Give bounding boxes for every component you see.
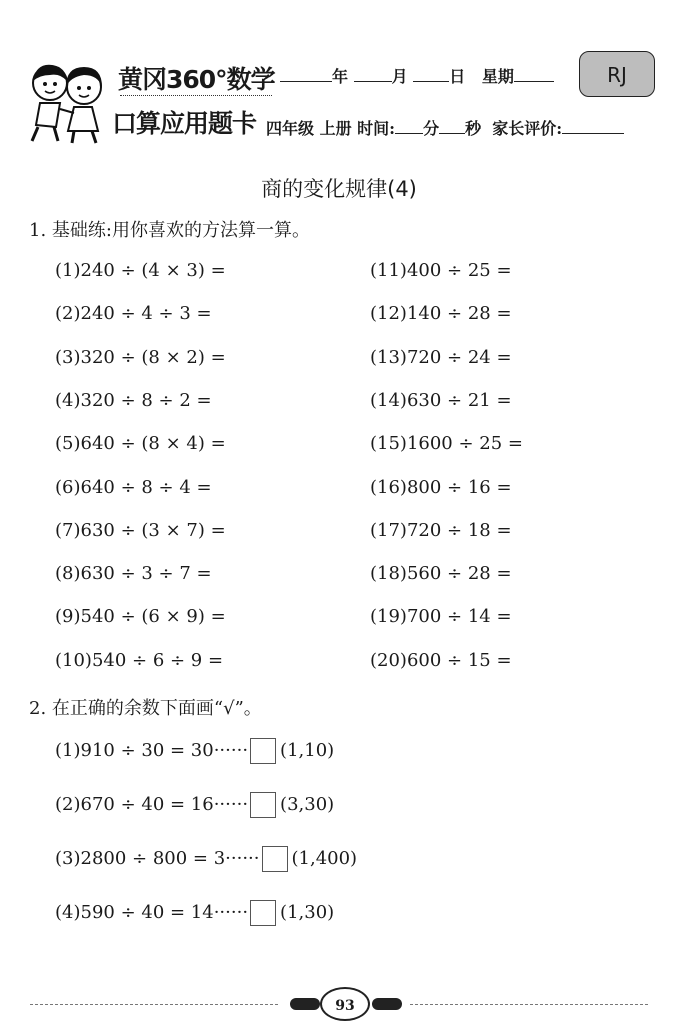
remainder-item [55,792,334,818]
exercise-item: (5)640 ÷ (8 × 4) = [55,433,226,455]
remainder-item [55,846,357,872]
exercise-item: (8)630 ÷ 3 ÷ 7 = [55,563,212,585]
second-label: 秒 [465,119,482,138]
date-row [280,64,554,87]
page-number: 93 [320,987,370,1021]
page-title: 商的变化规律(4) [261,177,417,201]
exercise-item: (19)700 ÷ 14 = [370,606,512,628]
answer-box[interactable] [250,738,276,764]
exercise-item: (14)630 ÷ 21 = [370,389,512,411]
parent-eval-blank[interactable] [562,117,624,134]
section2-heading: 2. 在正确的余数下面画“√”。 [29,698,262,719]
day-label: 日 [449,67,466,86]
info-row [266,116,624,139]
remainder-expression: (1)910 ÷ 30 = 30······ [55,740,249,761]
remainder-expression: (3)2800 ÷ 800 = 3······ [55,848,260,869]
exercise-item: (4)320 ÷ 8 ÷ 2 = [55,389,212,411]
remainder-options: (1,400) [291,848,358,869]
exercise-item: (9)540 ÷ (6 × 9) = [55,606,226,628]
minute-label: 分 [423,119,440,138]
brand-divider [120,95,272,96]
year-blank[interactable] [280,65,332,82]
section1-heading: 1. 基础练:用你喜欢的方法算一算。 [29,220,310,241]
card-subtitle: 口算应用题卡 [112,109,257,138]
year-label: 年 [332,67,349,86]
exercise-item: (13)720 ÷ 24 = [370,346,512,368]
exercise-item: (7)630 ÷ (3 × 7) = [55,519,226,541]
exercise-item: (6)640 ÷ 8 ÷ 4 = [55,476,212,498]
second-blank[interactable] [439,117,465,134]
brand-title: 黄冈360°数学 [118,65,275,94]
month-blank[interactable] [354,65,392,82]
exercise-item: (15)1600 ÷ 25 = [370,433,523,455]
exercise-item: (3)320 ÷ (8 × 2) = [55,346,226,368]
answer-box[interactable] [250,792,276,818]
grade-label: 四年级 上册 [266,119,352,138]
day-blank[interactable] [413,65,449,82]
footer-ornament-left [290,998,320,1010]
exercise-item: (20)600 ÷ 15 = [370,649,512,671]
weekday-blank[interactable] [514,65,554,82]
remainder-options: (3,30) [280,794,335,815]
edition-badge: RJ [579,51,655,97]
exercise-item: (17)720 ÷ 18 = [370,519,512,541]
month-label: 月 [391,67,408,86]
exercise-item: (2)240 ÷ 4 ÷ 3 = [55,303,212,325]
minute-blank[interactable] [395,117,423,134]
remainder-item [55,738,334,764]
remainder-options: (1,30) [280,902,335,923]
time-label: 时间: [357,119,396,138]
parent-eval-label: 家长评价: [492,119,563,138]
footer-ornament-right [372,998,402,1010]
remainder-item [55,900,334,926]
exercise-item: (11)400 ÷ 25 = [370,260,512,281]
exercise-item: (16)800 ÷ 16 = [370,476,512,498]
cartoon-kids-logo [22,55,114,147]
exercise-item: (10)540 ÷ 6 ÷ 9 = [55,649,224,671]
weekday-label: 星期 [481,67,514,86]
answer-box[interactable] [250,900,276,926]
footer-dashed-right [410,1004,648,1005]
exercise-item: (12)140 ÷ 28 = [370,303,512,325]
remainder-expression: (4)590 ÷ 40 = 14······ [55,902,249,923]
footer-dashed-left [30,1004,278,1005]
remainder-expression: (2)670 ÷ 40 = 16······ [55,794,249,815]
exercise-item: (18)560 ÷ 28 = [370,563,512,585]
exercise-item: (1)240 ÷ (4 × 3) = [55,260,226,281]
remainder-options: (1,10) [280,740,335,761]
answer-box[interactable] [262,846,288,872]
